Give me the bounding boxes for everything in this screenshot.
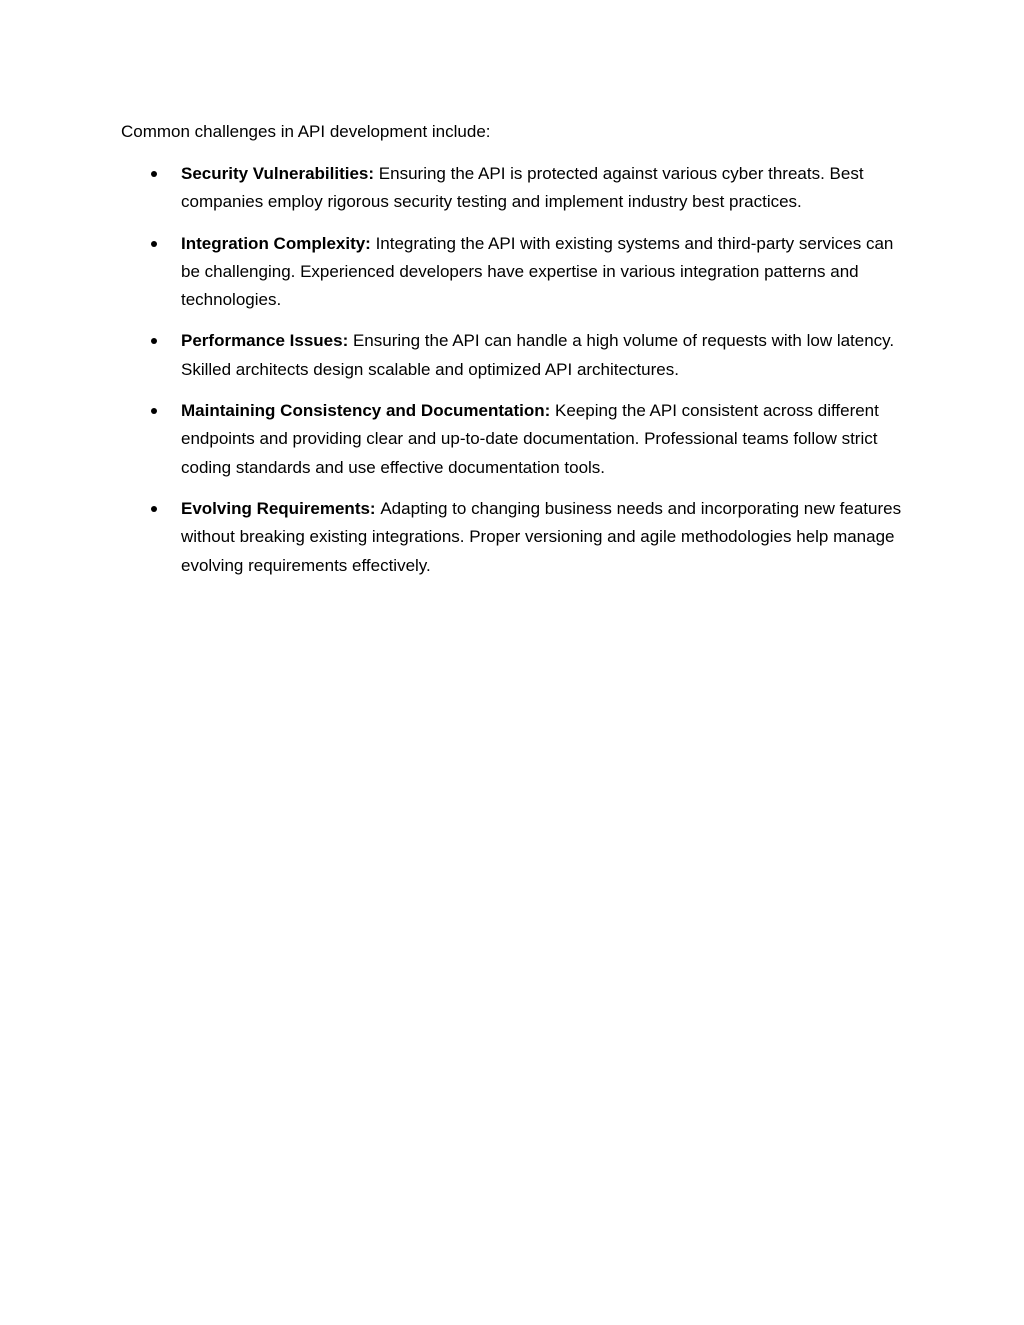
document-body	[121, 118, 911, 593]
bullet-icon	[151, 171, 157, 177]
bullet-icon	[151, 338, 157, 344]
item-term: Performance Issues:	[181, 331, 353, 351]
item-text: Ensuring the API can handle a high volume of requests with low latency. Skilled architects design scalable and optimized API architectures.	[181, 331, 895, 379]
item-text: Keeping the API consistent across different endpoints and providing clear and up-to-date documentation. Professional teams follow strict coding standards and use effective documentation tools.	[181, 401, 879, 477]
bullet-icon	[151, 506, 157, 512]
bullet-icon	[151, 408, 157, 414]
item-text: Integrating the API with existing systems and third-party services can be challenging. Experienced developers have expertise in various integration patterns and technologies.	[181, 233, 894, 310]
list-item-requirements	[121, 495, 911, 580]
item-term: Security Vulnerabilities:	[181, 164, 379, 183]
list-item-consistency	[121, 397, 911, 482]
item-text: Ensuring the API is protected against various cyber threats. Best companies employ rigorous security testing and implement industry best practices.	[181, 164, 864, 212]
list-item-integration	[121, 230, 911, 315]
item-term: Integration Complexity:	[181, 233, 376, 253]
challenges-list	[121, 160, 911, 580]
list-item-performance	[121, 327, 911, 384]
intro-paragraph: Common challenges in API development include:	[121, 122, 491, 141]
item-term: Maintaining Consistency and Documentation:	[181, 401, 556, 421]
item-text: Adapting to changing business needs and incorporating new features without breaking existing integrations. Proper versioning and agile methodologies help manage evolving requirements effectively.	[181, 498, 902, 575]
list-item-security	[121, 160, 911, 217]
item-term: Evolving Requirements:	[181, 498, 381, 518]
bullet-icon	[151, 241, 157, 247]
